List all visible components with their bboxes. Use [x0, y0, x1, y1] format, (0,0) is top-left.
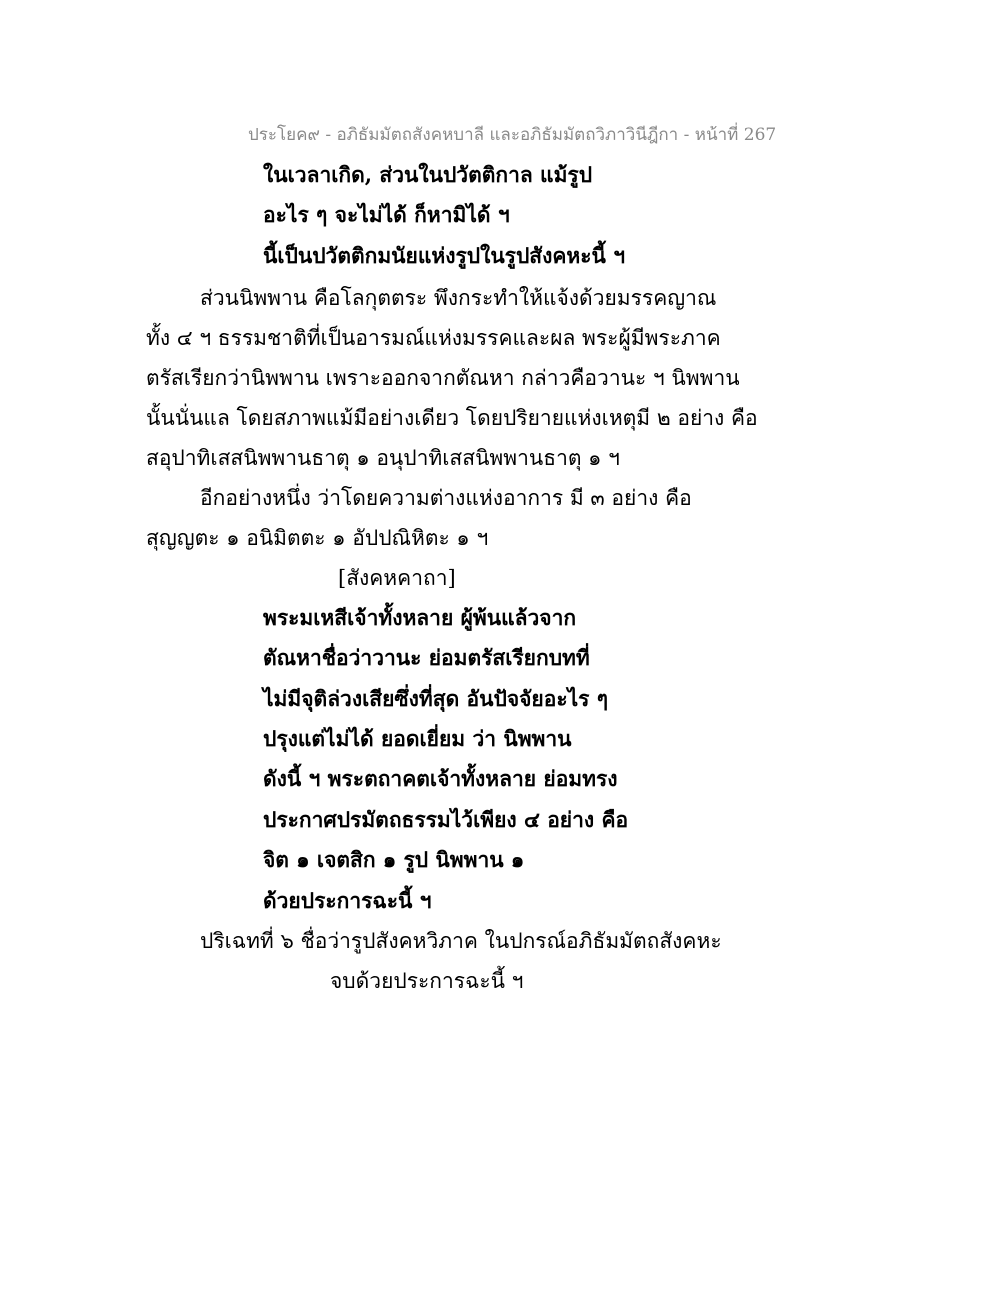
paragraph-line: ตรัสเรียกว่านิพพาน เพราะออกจากตัณหา กล่าวคือวานะ ฯ นิพพาน [146, 366, 740, 390]
paragraph-line: สุญญตะ ๑ อนิมิตตะ ๑ อัปปณิหิตะ ๑ ฯ [146, 526, 489, 550]
verse-line: ประกาศปรมัตถธรรมไว้เพียง ๔ อย่าง คือ [263, 807, 629, 832]
verse-line: ดังนี้ ฯ พระตถาคตเจ้าทั้งหลาย ย่อมทรง [263, 766, 618, 791]
verse-line: ตัณหาชื่อว่าวานะ ย่อมตรัสเรียกบทที่ [263, 645, 590, 670]
paragraph-line: อีกอย่างหนึ่ง ว่าโดยความต่างแห่งอาการ มี ๓ อย่าง คือ [200, 486, 692, 510]
verse-line: ในเวลาเกิด, ส่วนในปวัตติกาล แม้รูป [263, 162, 593, 187]
verse-line: จิต ๑ เจตสิก ๑ รูป นิพพาน ๑ [263, 847, 525, 872]
verse-line: ด้วยประการฉะนี้ ฯ [263, 888, 432, 913]
closing-line: จบด้วยประการฉะนี้ ฯ [330, 969, 524, 993]
paragraph-line: ส่วนนิพพาน คือโลกุตตระ พึงกระทำให้แจ้งด้วยมรรคญาณ [200, 286, 717, 310]
paragraph-line: นั้นนั่นแล โดยสภาพแม้มีอย่างเดียว โดยปริยายแห่งเหตุมี ๒ อย่าง คือ [146, 406, 758, 430]
verse-line: นี้เป็นปวัตติกมนัยแห่งรูปในรูปสังคหะนี้ ฯ [263, 243, 625, 268]
verse-line: พระมเหสีเจ้าทั้งหลาย ผู้พ้นแล้วจาก [263, 605, 577, 630]
closing-line: ปริเฉทที่ ๖ ชื่อว่ารูปสังคหวิภาค ในปกรณ์อภิธัมมัตถสังคหะ [200, 929, 722, 953]
paragraph-line: สอุปาทิเสสนิพพานธาตุ ๑ อนุปาทิเสสนิพพานธาตุ ๑ ฯ [146, 446, 620, 470]
verse-line: อะไร ๆ จะไม่ได้ ก็หามิได้ ฯ [263, 202, 510, 227]
running-header: ประโยค๙ - อภิธัมมัตถสังคหบาลี และอภิธัมมัตถวิภาวินีฎีกา - หน้าที่ 267 [248, 125, 777, 145]
verse-line: ไม่มีจุติล่วงเสียซึ่งที่สุด อันปัจจัยอะไร ๆ [263, 686, 609, 711]
section-heading: [สังคหคาถา] [338, 566, 456, 590]
paragraph-line: ทั้ง ๔ ฯ ธรรมชาติที่เป็นอารมณ์แห่งมรรคและผล พระผู้มีพระภาค [146, 326, 721, 350]
verse-line: ปรุงแต่ไม่ได้ ยอดเยี่ยม ว่า นิพพาน [263, 726, 572, 751]
